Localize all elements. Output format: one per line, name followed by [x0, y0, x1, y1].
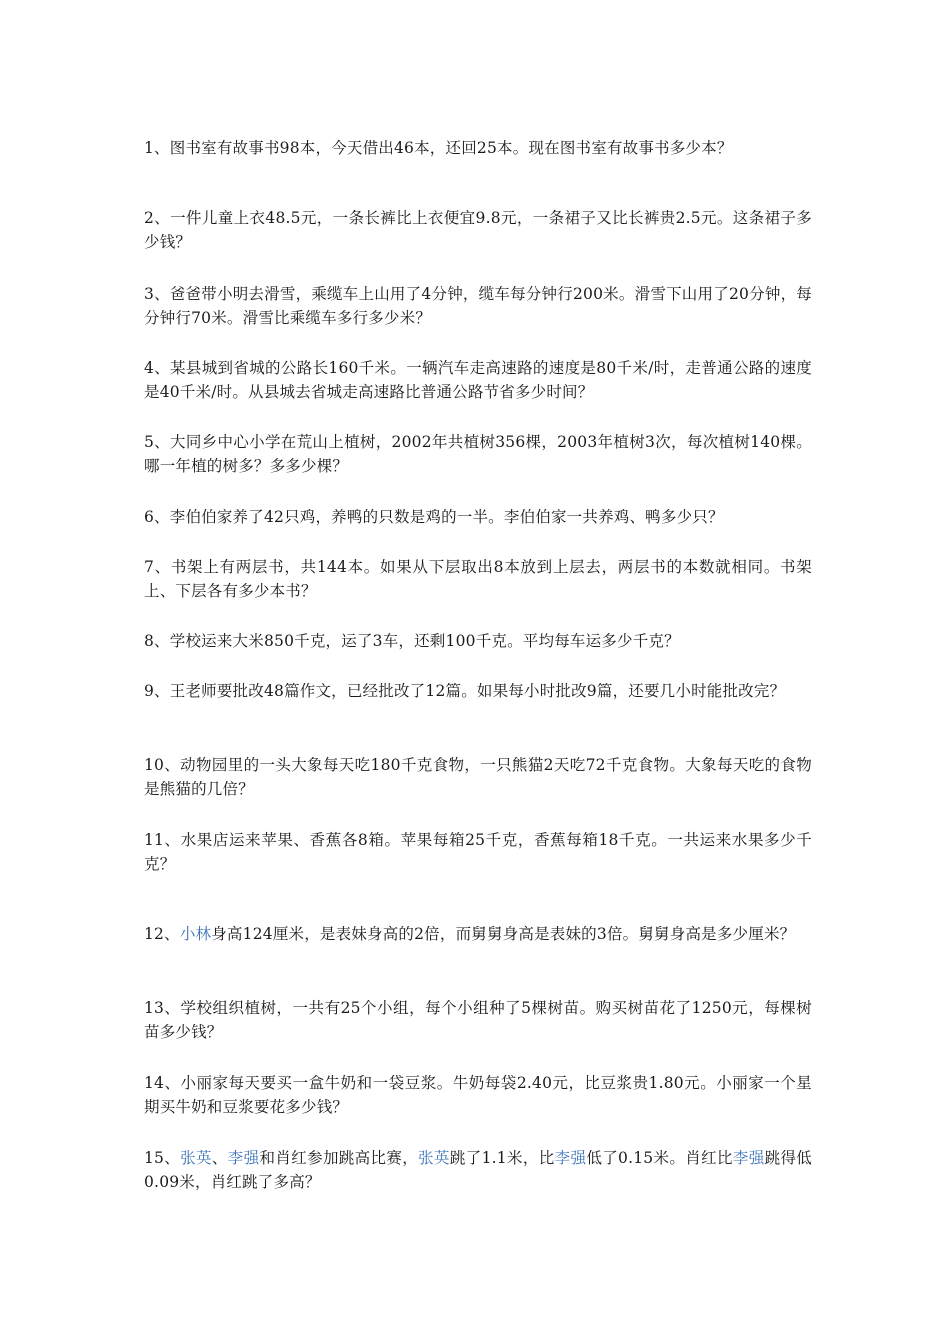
q15-name-liqiang-link[interactable]: 李强 [227, 1149, 260, 1167]
question-1: 1、图书室有故事书98本，今天借出46本，还回25本。现在图书室有故事书多少本？ [144, 139, 733, 157]
question-8: 8、学校运来大米850千克，运了3车，还剩100千克。平均每车运多少千克？ [144, 632, 680, 650]
q15-text-part4: 跳得低0.09米，肖红跳了多高？ [144, 1149, 813, 1191]
question-3: 3、爸爸带小明去滑雪，乘缆车上山用了4分钟，缆车每分钟行200米。滑雪下山用了20分钟，每分钟行70米。滑雪比乘缆车多行多少米？ [144, 285, 812, 327]
q15-name-liqiang-link-2[interactable]: 李强 [554, 1149, 587, 1167]
q12-prefix: 12、 [144, 925, 180, 943]
question-5: 5、大同乡中心小学在荒山上植树，2002年共植树356棵，2003年植树3次，每次植树140棵。哪一年植的树多？多多少棵？ [144, 433, 812, 475]
q12-text: 身高124厘米，是表妹身高的2倍，而舅舅身高是表妹的3倍。舅舅身高是多少厘米？ [211, 925, 796, 943]
q15-name-liqiang-link-3[interactable]: 李强 [732, 1149, 765, 1167]
q15-separator: 、 [211, 1149, 228, 1167]
question-4: 4、某县城到省城的公路长160千米。一辆汽车走高速路的速度是80千米/时，走普通公路的速度是40千米/时。从县城去省城走高速路比普通公路节省多少时间？ [144, 359, 812, 401]
question-15 [144, 1146, 812, 1194]
q15-text-part2: 跳了1.1米，比 [449, 1149, 555, 1167]
question-12 [144, 922, 812, 946]
question-13: 13、学校组织植树，一共有25个小组，每个小组种了5棵树苗。购买树苗花了1250元，每棵树苗多少钱？ [144, 999, 812, 1041]
q15-name-zhangying-link-2[interactable]: 张英 [418, 1149, 450, 1167]
question-14: 14、小丽家每天要买一盒牛奶和一袋豆浆。牛奶每袋2.40元，比豆浆贵1.80元。小丽家一个星期买牛奶和豆浆要花多少钱？ [144, 1074, 812, 1116]
q15-text-part3: 低了0.15米。肖红比 [586, 1149, 733, 1167]
q15-text-part1: 和肖红参加跳高比赛， [259, 1149, 419, 1167]
q12-name-link[interactable]: 小林 [179, 925, 212, 943]
question-9: 9、王老师要批改48篇作文，已经批改了12篇。如果每小时批改9篇，还要几小时能批改完？ [144, 682, 786, 700]
question-10: 10、动物园里的一头大象每天吃180千克食物，一只熊猫2天吃72千克食物。大象每天吃的食物是熊猫的几倍？ [144, 756, 812, 798]
q15-name-zhangying-link[interactable]: 张英 [180, 1149, 212, 1167]
question-11: 11、水果店运来苹果、香蕉各8箱。苹果每箱25千克，香蕉每箱18千克。一共运来水果多少千克？ [144, 831, 812, 873]
question-7: 7、书架上有两层书，共144本。如果从下层取出8本放到上层去，两层书的本数就相同。书架上、下层各有多少本书？ [144, 558, 812, 600]
question-2: 2、一件儿童上衣48.5元，一条长裤比上衣便宜9.8元，一条裙子又比长裤贵2.5元。这条裙子多少钱？ [144, 209, 812, 251]
question-6: 6、李伯伯家养了42只鸡，养鸭的只数是鸡的一半。李伯伯家一共养鸡、鸭多少只？ [144, 508, 724, 526]
q15-prefix: 15、 [144, 1149, 181, 1167]
